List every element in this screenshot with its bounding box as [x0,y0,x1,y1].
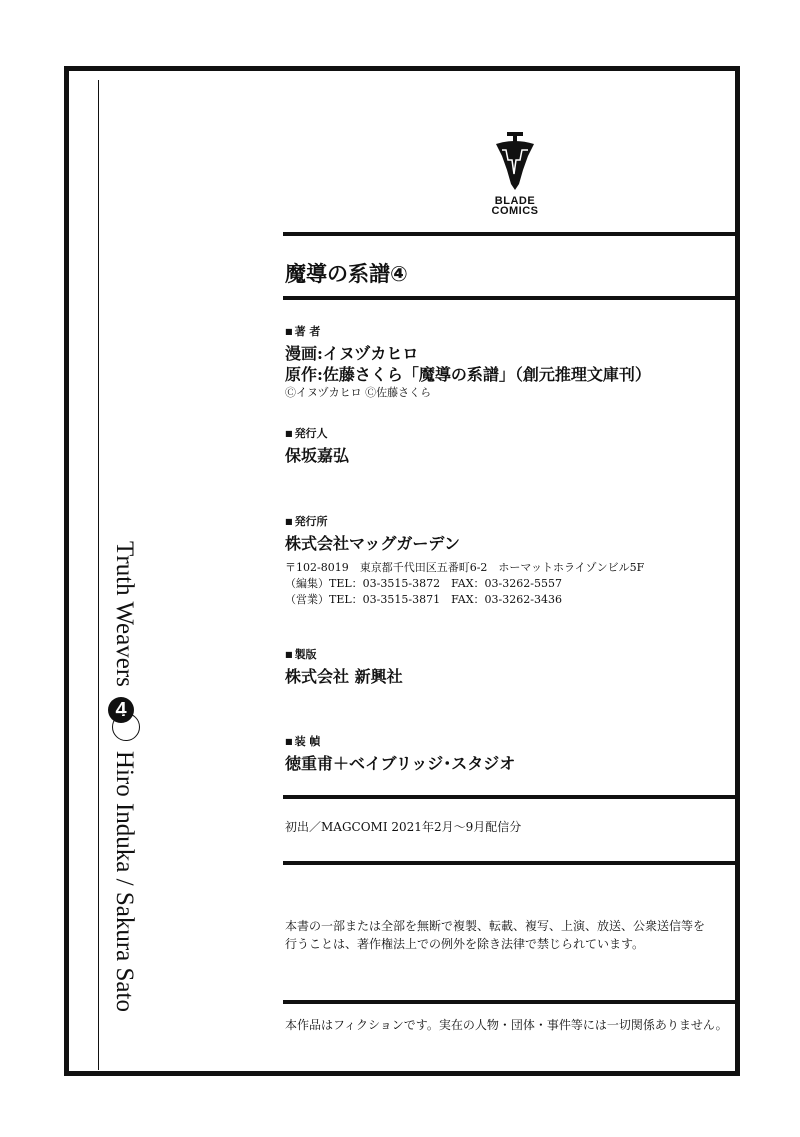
publisher-address: 〒102-8019 東京都千代田区五番町6-2 ホーマットホライゾンビル5F [285,561,645,574]
rule-top [283,232,740,236]
authors-heading: ■ 著 者 [285,323,651,339]
rule-design [283,795,740,799]
printing-section [285,646,403,687]
publisher-person-name: 保坂嘉弘 [285,446,350,465]
book-title: 魔導の系譜④ [285,262,408,286]
logo-line1: BLADE [494,195,536,207]
publisher-editorial-contact: （編集）TEL：03-3515-3872 FAX：03-3262-5557 [285,577,562,590]
rule-title [283,296,740,300]
fiction-notice: 本作品はフィクションです。実在の人物・団体・事件等には一切関係ありません。 [285,1018,728,1032]
manga-credit: 漫画:イヌヅカヒロ [285,344,419,363]
publisher-section [285,513,644,608]
rule-notice [283,1000,740,1004]
volume-number: 4 [109,697,135,723]
spine-divider [98,80,99,1070]
spine-text [110,541,138,1061]
design-heading: ■ 装 幀 [285,733,515,749]
design-section [285,733,515,774]
rule-first-published [283,861,740,865]
printing-heading: ■ 製版 [285,646,403,662]
publisher-heading: ■ 発行所 [285,513,644,529]
blade-comics-logo-icon [490,130,540,192]
publisher-person-section [285,425,349,466]
volume-ring-icon [112,713,140,741]
publisher-person-heading: ■ 発行人 [285,425,349,441]
copyright-notice [285,917,705,953]
printing-name: 株式会社 新興社 [285,667,403,686]
publisher-sales-contact: （営業）TEL：03-3515-3871 FAX：03-3262-3436 [285,593,562,606]
authors-section [285,323,651,401]
design-name: 徳重甫＋ベイブリッジ･スタジオ [285,754,516,773]
blade-comics-logo [475,130,555,215]
copyright-notice-line2: 行うことは、著作権法上での例外を除き法律で禁じられています。 [285,937,645,951]
first-published: 初出／MAGCOMI 2021年2月～9月配信分 [285,820,522,834]
spine-title: Truth Weavers [111,541,138,687]
logo-line2: COMICS [491,205,539,217]
original-credit: 原作:佐藤さくら「魔導の系譜」（創元推理文庫刊） [285,365,651,384]
copyright-notice-line1: 本書の一部または全部を無断で複製、転載、複写、上演、放送、公衆送信等を [285,919,706,933]
spine-authors: Hiro Induka / Sakura Sato [111,750,138,1012]
copyright-credit: Ⓒイヌヅカヒロ Ⓒ佐藤さくら [285,386,432,399]
volume-mark [111,697,137,741]
publisher-name: 株式会社マッグガーデン [285,534,461,553]
